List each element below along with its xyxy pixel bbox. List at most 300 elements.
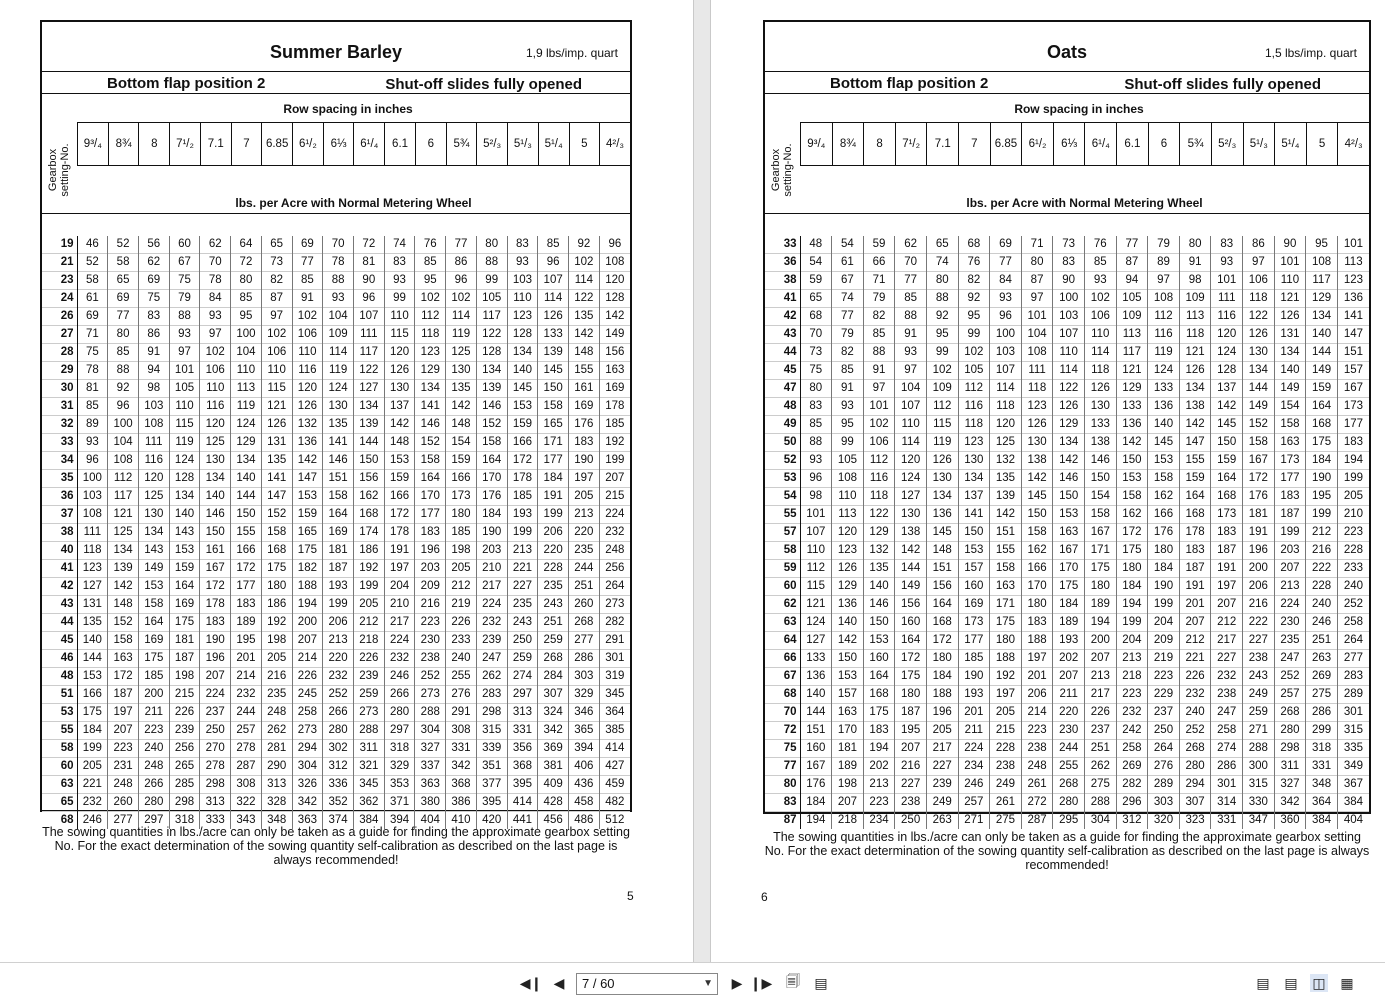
rate-cell: 269	[1306, 668, 1338, 686]
rate-cell: 177	[1274, 470, 1306, 488]
rate-cell: 219	[446, 596, 477, 614]
rate-cell: 239	[353, 668, 384, 686]
rate-cell: 213	[507, 542, 538, 560]
gearbox-setting-cell: 30	[42, 380, 77, 398]
rate-cell: 132	[292, 416, 323, 434]
rate-cell: 157	[958, 560, 990, 578]
rate-cell: 238	[895, 794, 927, 812]
rate-cell: 142	[599, 308, 630, 326]
rate-cell: 198	[169, 668, 200, 686]
rate-cell: 102	[863, 416, 895, 434]
rate-cell: 93	[1084, 272, 1116, 290]
rate-cell: 205	[990, 704, 1022, 722]
rate-cell: 110	[169, 398, 200, 416]
rate-cell: 186	[353, 542, 384, 560]
page-gutter	[693, 0, 711, 962]
rate-cell: 149	[599, 326, 630, 344]
rate-cell: 136	[832, 596, 864, 614]
rate-cell: 118	[863, 488, 895, 506]
rate-cell: 162	[1116, 506, 1148, 524]
rate-cell: 384	[1337, 794, 1369, 812]
rate-cell: 199	[1148, 596, 1180, 614]
rate-cell: 56	[138, 236, 169, 254]
row-spacing-cell: 5	[569, 123, 600, 165]
rate-cell: 185	[599, 416, 630, 434]
rate-cell: 195	[895, 722, 927, 740]
rate-cell: 122	[353, 362, 384, 380]
rate-cell: 269	[1116, 758, 1148, 776]
rate-cell: 228	[1306, 578, 1338, 596]
rate-cell: 345	[599, 686, 630, 704]
rate-cell: 67	[169, 254, 200, 272]
rate-cell: 170	[415, 488, 446, 506]
rate-cell: 80	[800, 380, 832, 398]
rate-cell: 226	[1084, 704, 1116, 722]
rate-cell: 328	[261, 794, 292, 812]
rate-cell: 164	[895, 632, 927, 650]
rate-cell: 203	[415, 560, 446, 578]
rate-cell: 158	[1116, 488, 1148, 506]
rate-cell: 286	[569, 650, 600, 668]
rate-cell: 167	[1084, 524, 1116, 542]
rate-cell: 262	[1084, 758, 1116, 776]
rate-cell: 126	[832, 560, 864, 578]
rate-cell: 302	[323, 740, 354, 758]
rate-cell: 304	[415, 722, 446, 740]
rate-cell: 138	[895, 524, 927, 542]
rate-cell: 150	[1021, 506, 1053, 524]
rate-cell: 404	[1337, 812, 1369, 830]
rate-cell: 298	[1274, 740, 1306, 758]
rate-cell: 126	[384, 362, 415, 380]
rate-cell: 97	[169, 344, 200, 362]
rate-cell: 138	[1084, 434, 1116, 452]
rate-cell: 112	[415, 308, 446, 326]
copy-page-icon[interactable]: 🗐	[786, 973, 800, 989]
gearbox-setting-cell: 44	[765, 344, 800, 362]
rate-cell: 271	[958, 812, 990, 830]
continuous-view-icon[interactable]: ▤	[1284, 974, 1298, 991]
rate-cell: 140	[863, 578, 895, 596]
rate-cell: 296	[1116, 794, 1148, 812]
rate-cell: 189	[832, 758, 864, 776]
rate-cell: 153	[958, 542, 990, 560]
rate-cell: 187	[108, 686, 139, 704]
rate-cell: 134	[231, 452, 262, 470]
row-spacing-cell: 6.85	[261, 123, 292, 165]
rate-cell: 88	[895, 308, 927, 326]
single-page-view-icon[interactable]: ▤	[1256, 974, 1270, 991]
rate-cell: 112	[863, 452, 895, 470]
table-row	[765, 722, 1369, 740]
rate-cell: 205	[446, 560, 477, 578]
rate-cell: 173	[1211, 506, 1243, 524]
rate-cell: 193	[958, 686, 990, 704]
rate-cell: 184	[77, 722, 108, 740]
row-spacing-cell: 8	[138, 123, 169, 165]
rate-cell: 318	[169, 812, 200, 830]
rate-cell: 205	[1337, 488, 1369, 506]
rate-cell: 167	[800, 758, 832, 776]
rate-cell: 188	[1021, 632, 1053, 650]
rate-cell: 211	[958, 722, 990, 740]
rate-cell: 105	[832, 452, 864, 470]
table-row	[42, 272, 630, 290]
rate-cell: 258	[1116, 740, 1148, 758]
rate-cell: 111	[1021, 362, 1053, 380]
rate-cell: 198	[261, 632, 292, 650]
rate-cell: 194	[1116, 596, 1148, 614]
rate-cell: 277	[569, 632, 600, 650]
rate-cell: 115	[384, 326, 415, 344]
rate-cell: 384	[1306, 812, 1338, 830]
rate-cell: 280	[1274, 722, 1306, 740]
rate-cell: 120	[895, 452, 927, 470]
rate-cell: 102	[446, 290, 477, 308]
rate-cell: 97	[1021, 290, 1053, 308]
rate-cell: 145	[1021, 488, 1053, 506]
rate-cell: 172	[1116, 524, 1148, 542]
table-row	[765, 596, 1369, 614]
rate-cell: 93	[895, 344, 927, 362]
rate-cell: 114	[1053, 362, 1085, 380]
rate-cell: 85	[895, 290, 927, 308]
rate-cell: 130	[926, 470, 958, 488]
table-row	[765, 650, 1369, 668]
rate-cell: 221	[507, 560, 538, 578]
rate-cell: 240	[446, 650, 477, 668]
rate-cell: 148	[446, 416, 477, 434]
rate-cell: 217	[384, 614, 415, 632]
rate-cell: 166	[507, 434, 538, 452]
rate-cell: 205	[926, 722, 958, 740]
table-row	[42, 560, 630, 578]
rate-cell: 458	[569, 794, 600, 812]
rate-cell: 118	[1179, 326, 1211, 344]
rate-cell: 85	[292, 272, 323, 290]
rate-cell: 149	[895, 578, 927, 596]
rate-cell: 200	[1084, 632, 1116, 650]
rate-cell: 351	[476, 758, 507, 776]
rate-cell: 104	[1021, 326, 1053, 344]
rate-cell: 113	[832, 506, 864, 524]
rate-cell: 193	[507, 506, 538, 524]
rate-cell: 289	[1337, 686, 1369, 704]
rate-cell: 276	[1148, 758, 1180, 776]
rate-cell: 114	[446, 308, 477, 326]
rate-cell: 101	[1337, 236, 1369, 254]
rate-cell: 168	[353, 506, 384, 524]
rate-cell: 73	[1053, 236, 1085, 254]
rate-cell: 221	[1179, 650, 1211, 668]
rate-cell: 52	[108, 236, 139, 254]
rate-cell: 298	[476, 704, 507, 722]
rate-cell: 70	[323, 236, 354, 254]
rate-cell: 136	[292, 434, 323, 452]
rate-cell: 342	[1274, 794, 1306, 812]
row-spacing-cell: 7.1	[200, 123, 231, 165]
previous-page-icon[interactable]: ◀	[553, 974, 565, 991]
gearbox-setting-cell: 58	[765, 542, 800, 560]
rate-cell: 261	[1021, 776, 1053, 794]
rate-cell: 283	[476, 686, 507, 704]
rate-cell: 262	[261, 722, 292, 740]
rate-cell: 130	[958, 452, 990, 470]
rate-cell: 171	[538, 434, 569, 452]
rate-cell: 232	[323, 668, 354, 686]
rate-cell: 134	[138, 524, 169, 542]
first-page-icon[interactable]: ◀❙	[519, 974, 543, 991]
rate-cell: 303	[569, 668, 600, 686]
rate-cell: 146	[415, 416, 446, 434]
table-row	[765, 380, 1369, 398]
rate-cell: 175	[292, 542, 323, 560]
rate-cell: 160	[958, 578, 990, 596]
rate-cell: 158	[138, 596, 169, 614]
rate-cell: 128	[507, 326, 538, 344]
row-spacing-cell: 7	[231, 123, 262, 165]
rate-cell: 97	[1148, 272, 1180, 290]
rate-cell: 195	[231, 632, 262, 650]
gearbox-setting-cell: 23	[42, 272, 77, 290]
thumbnail-view-icon[interactable]: ▦	[1340, 974, 1354, 991]
rate-cell: 159	[384, 470, 415, 488]
rate-cell: 213	[1084, 668, 1116, 686]
rate-cell: 112	[108, 470, 139, 488]
next-page-icon[interactable]: ▶	[731, 974, 743, 991]
rate-cell: 111	[138, 434, 169, 452]
rate-cell: 199	[538, 506, 569, 524]
rate-cell: 142	[832, 632, 864, 650]
rate-cell: 140	[507, 362, 538, 380]
rate-cell: 268	[1179, 740, 1211, 758]
gearbox-setting-cell: 34	[42, 452, 77, 470]
rate-cell: 217	[1084, 686, 1116, 704]
rate-cell: 410	[446, 812, 477, 830]
rate-cell: 318	[384, 740, 415, 758]
rate-cell: 166	[446, 470, 477, 488]
rate-cell: 129	[1116, 380, 1148, 398]
gearbox-setting-cell: 33	[42, 434, 77, 452]
chevron-down-icon[interactable]: ▼	[703, 978, 713, 989]
rate-cell: 67	[832, 272, 864, 290]
table-row	[765, 740, 1369, 758]
rate-cell: 164	[323, 506, 354, 524]
rate-cell: 142	[990, 506, 1022, 524]
rate-cell: 134	[476, 362, 507, 380]
rate-cell: 221	[77, 776, 108, 794]
rate-cell: 261	[990, 794, 1022, 812]
rate-cell: 136	[1337, 290, 1369, 308]
last-page-icon[interactable]: ❙▶	[749, 974, 773, 991]
rate-cell: 175	[895, 668, 927, 686]
rate-cell: 86	[446, 254, 477, 272]
rate-cell: 243	[507, 614, 538, 632]
rate-cell: 114	[323, 344, 354, 362]
rate-cell: 130	[1021, 434, 1053, 452]
gearbox-setting-cell: 45	[42, 632, 77, 650]
crop-name: Oats	[1046, 42, 1088, 62]
rate-cell: 149	[1306, 362, 1338, 380]
rate-cell: 97	[261, 308, 292, 326]
rate-cell: 312	[323, 758, 354, 776]
rate-cell: 171	[990, 596, 1022, 614]
rate-cell: 107	[1053, 326, 1085, 344]
rate-cell: 106	[1243, 272, 1275, 290]
rate-cell: 142	[569, 326, 600, 344]
rate-cell: 263	[1306, 650, 1338, 668]
rate-cell: 277	[1337, 650, 1369, 668]
rate-cell: 326	[292, 776, 323, 794]
rate-cell: 329	[384, 758, 415, 776]
rate-cell: 140	[800, 686, 832, 704]
rate-cell: 82	[863, 308, 895, 326]
rate-cell: 134	[1053, 434, 1085, 452]
table-row	[42, 758, 630, 776]
gearbox-setting-cell: 54	[765, 488, 800, 506]
rate-cell: 213	[1274, 578, 1306, 596]
rate-cell: 215	[169, 686, 200, 704]
rate-cell: 288	[1243, 740, 1275, 758]
rate-cell: 104	[895, 380, 927, 398]
rate-cell: 144	[1306, 344, 1338, 362]
rate-cell: 133	[800, 650, 832, 668]
rate-cell: 191	[1179, 578, 1211, 596]
rate-cell: 226	[292, 668, 323, 686]
rate-cell: 249	[1243, 686, 1275, 704]
rate-cell: 74	[832, 290, 864, 308]
rate-cell: 206	[323, 614, 354, 632]
rate-cell: 304	[1084, 812, 1116, 830]
rate-cell: 207	[1179, 614, 1211, 632]
rate-cell: 107	[800, 524, 832, 542]
rate-cell: 92	[108, 380, 139, 398]
rate-cell: 222	[1243, 614, 1275, 632]
rate-cell: 113	[231, 380, 262, 398]
rate-cell: 238	[415, 650, 446, 668]
rate-cell: 205	[569, 488, 600, 506]
rate-cell: 70	[800, 326, 832, 344]
rate-cell: 153	[1116, 470, 1148, 488]
rate-cell: 146	[476, 398, 507, 416]
rate-cell: 130	[1243, 344, 1275, 362]
rate-cell: 207	[1211, 596, 1243, 614]
rate-cell: 363	[292, 812, 323, 830]
rate-cell: 116	[138, 452, 169, 470]
rate-cell: 273	[353, 704, 384, 722]
rate-cell: 146	[863, 596, 895, 614]
rate-cell: 180	[1116, 560, 1148, 578]
facing-view-icon[interactable]: ◫	[1310, 974, 1328, 992]
rate-cell: 232	[231, 686, 262, 704]
rate-cell: 223	[415, 614, 446, 632]
rate-cell: 191	[1211, 560, 1243, 578]
rate-cell: 130	[323, 398, 354, 416]
rate-cell: 82	[958, 272, 990, 290]
rate-cell: 324	[538, 704, 569, 722]
rate-cell: 96	[353, 290, 384, 308]
table-row	[42, 254, 630, 272]
rate-cell: 152	[415, 434, 446, 452]
rate-cell: 72	[353, 236, 384, 254]
gearbox-setting-cell: 68	[42, 812, 77, 830]
rate-cell: 181	[1243, 506, 1275, 524]
rate-cell: 123	[832, 542, 864, 560]
rate-cell: 90	[1274, 236, 1306, 254]
rate-cell: 52	[77, 254, 108, 272]
rate-cell: 163	[108, 650, 139, 668]
row-spacing-cell: 5²/₃	[1211, 123, 1243, 165]
rate-cell: 212	[1179, 632, 1211, 650]
rate-cell: 183	[1211, 524, 1243, 542]
rate-cell: 124	[231, 416, 262, 434]
rate-cell: 342	[446, 758, 477, 776]
rate-cell: 258	[1211, 722, 1243, 740]
rate-cell: 207	[1053, 668, 1085, 686]
rate-cell: 158	[1148, 470, 1180, 488]
rate-cell: 321	[353, 758, 384, 776]
rate-cell: 183	[863, 722, 895, 740]
rate-cell: 286	[1211, 758, 1243, 776]
page-layout-icon[interactable]: ▤	[814, 974, 828, 991]
rate-cell: 128	[1211, 362, 1243, 380]
rate-cell: 98	[138, 380, 169, 398]
rate-cell: 352	[323, 794, 354, 812]
rate-cell: 159	[1306, 380, 1338, 398]
rate-cell: 104	[323, 308, 354, 326]
rate-cell: 162	[1148, 488, 1180, 506]
row-spacing-cell: 4²/₃	[1337, 123, 1369, 165]
rate-cell: 142	[446, 398, 477, 416]
rate-cell: 140	[1274, 362, 1306, 380]
rate-cell: 136	[800, 668, 832, 686]
rate-cell: 110	[1084, 326, 1116, 344]
rate-cell: 337	[415, 758, 446, 776]
gearbox-setting-cell: 27	[42, 326, 77, 344]
rate-cell: 207	[1084, 650, 1116, 668]
rate-cell: 62	[895, 236, 927, 254]
rate-cell: 228	[1337, 542, 1369, 560]
rate-cell: 135	[261, 452, 292, 470]
rate-cell: 66	[863, 254, 895, 272]
rate-cell: 80	[108, 326, 139, 344]
rate-cell: 145	[1148, 434, 1180, 452]
rate-cell: 112	[1148, 308, 1180, 326]
rate-cell: 180	[1148, 542, 1180, 560]
rate-cell: 83	[138, 308, 169, 326]
row-spacing-cell: 7	[958, 123, 990, 165]
rate-cell: 329	[569, 686, 600, 704]
rate-cell: 102	[200, 344, 231, 362]
rate-cell: 278	[231, 740, 262, 758]
rate-cell: 104	[108, 434, 139, 452]
rate-cell: 250	[1148, 722, 1180, 740]
rate-cell: 331	[507, 722, 538, 740]
gearbox-setting-cell: 83	[765, 794, 800, 812]
rate-cell: 69	[138, 272, 169, 290]
rate-header: lbs. per Acre with Normal Metering Wheel	[966, 196, 1203, 210]
settings-band	[765, 72, 1369, 94]
rate-cell: 248	[1021, 758, 1053, 776]
page-number-input[interactable]	[576, 973, 718, 995]
rate-cell: 79	[863, 290, 895, 308]
rate-cell: 199	[323, 596, 354, 614]
rate-cell: 74	[384, 236, 415, 254]
table-row	[42, 524, 630, 542]
rate-cell: 183	[415, 524, 446, 542]
rate-cell: 107	[895, 398, 927, 416]
rate-cell: 83	[507, 236, 538, 254]
